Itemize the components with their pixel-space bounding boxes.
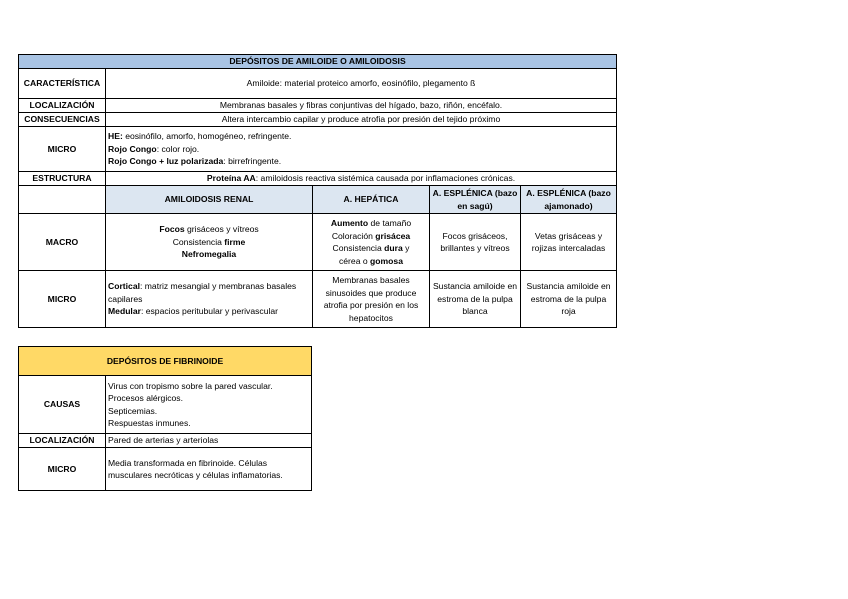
macro-hepatica: Aumento de tamaño Coloración grisácea Consistencia dura y cérea o gomosa <box>313 214 430 271</box>
row-label-consecuencias: CONSECUENCIAS <box>19 113 106 127</box>
header-renal: AMILOIDOSIS RENAL <box>106 186 313 214</box>
row-label-localizacion: LOCALIZACIÓN <box>19 99 106 113</box>
row-label-causas: CAUSAS <box>19 376 106 434</box>
row-label-fib-localizacion: LOCALIZACIÓN <box>19 434 106 448</box>
empty-header-cell <box>19 186 106 214</box>
header-esplenica-jamon: A. ESPLÉNICA (bazo ajamonado) <box>521 186 617 214</box>
row-label-macro: MACRO <box>19 214 106 271</box>
micro-he-line: HE: eosinófilo, amorfo, homogéneo, refringente. <box>108 131 292 142</box>
macro-renal: Focos grisáceos y vítreos Consistencia firme Nefromegalia <box>106 214 313 271</box>
row-label-micro2: MICRO <box>19 271 106 328</box>
amyloid-title: DEPÓSITOS DE AMILOIDE O AMILOIDOSIS <box>19 55 617 69</box>
amyloid-table <box>18 54 617 328</box>
consecuencias-value: Altera intercambio capilar y produce atrofia por presión del tejido próximo <box>106 113 617 127</box>
micro-esplenica-jamon: Sustancia amiloide en estroma de la pulpa roja <box>521 271 617 328</box>
list-item: Virus con tropismo sobre la pared vascular. <box>108 380 273 391</box>
macro-esplenica-jamon: Vetas grisáceas y rojizas intercaladas <box>521 214 617 271</box>
micro-esplenica-sagu: Sustancia amiloide en estroma de la pulpa blanca <box>430 271 521 328</box>
row-label-caracteristica: CARACTERÍSTICA <box>19 69 106 99</box>
fibrinoid-title: DEPÓSITOS DE FIBRINOIDE <box>19 347 312 376</box>
micro-value <box>106 127 617 172</box>
localizacion-value: Membranas basales y fibras conjuntivas del hígado, bazo, riñón, encéfalo. <box>106 99 617 113</box>
fib-micro-value: Media transformada en fibrinoide. Células musculares necróticas y células inflamatorias. <box>106 448 312 491</box>
estructura-value: Proteína AA: amiloidosis reactiva sistémica causada por inflamaciones crónicas. <box>106 172 617 186</box>
micro-hepatica: Membranas basales sinusoides que produce atrofia por presión en los hepatocitos <box>313 271 430 328</box>
micro-renal: Cortical: matriz mesangial y membranas basales capilares Medular: espacios peritubular y perivascular <box>106 271 313 328</box>
row-label-fib-micro: MICRO <box>19 448 106 491</box>
micro-rojo-line: Rojo Congo: color rojo. <box>108 143 200 154</box>
row-label-estructura: ESTRUCTURA <box>19 172 106 186</box>
row-label-micro: MICRO <box>19 127 106 172</box>
list-item: Septicemias. <box>108 405 158 416</box>
list-item: Respuestas inmunes. <box>108 418 191 428</box>
causas-list <box>106 376 312 434</box>
header-hepatica: A. HEPÁTICA <box>313 186 430 214</box>
micro-luz-line: Rojo Congo + luz polarizada: birrefringente. <box>108 156 282 167</box>
fib-localizacion-value: Pared de arterias y arteriolas <box>106 434 312 448</box>
macro-esplenica-sagu: Focos grisáceos, brillantes y vítreos <box>430 214 521 271</box>
list-item: Procesos alérgicos. <box>108 393 183 403</box>
fibrinoid-table <box>18 346 312 491</box>
caracteristica-value: Amiloide: material proteico amorfo, eosinófilo, plegamento ß <box>106 69 617 99</box>
header-esplenica-sagu: A. ESPLÉNICA (bazo en sagú) <box>430 186 521 214</box>
